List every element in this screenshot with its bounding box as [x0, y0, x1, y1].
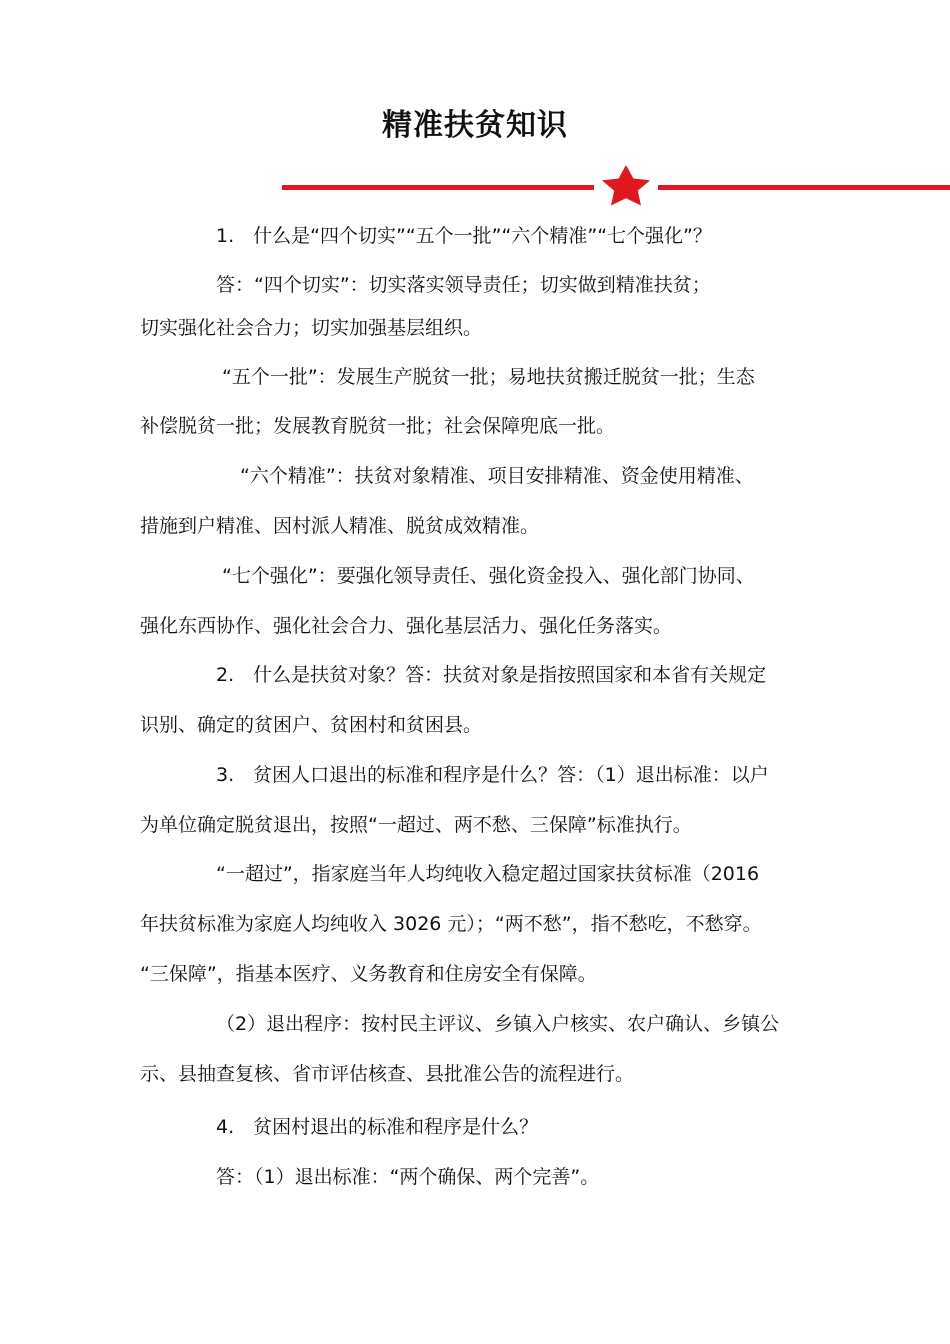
answer-1-line-7: “七个强化”：要强化领导责任、强化资金投入、强化部门协同、: [222, 565, 755, 587]
question-4: 4. 贫困村退出的标准和程序是什么？: [216, 1116, 539, 1138]
title-divider: [0, 166, 950, 210]
answer-3-line-6: 示、县抽查复核、省市评估核查、县批准公告的流程进行。: [140, 1063, 635, 1085]
answer-1-line-5: “六个精准”：扶贫对象精准、项目安排精准、资金使用精准、: [240, 465, 754, 487]
question-3: 3. 贫困人口退出的标准和程序是什么？答：（1）退出标准：以户: [216, 764, 769, 786]
answer-1-line-4: 补偿脱贫一批；发展教育脱贫一批；社会保障兜底一批。: [140, 415, 616, 437]
answer-1-line-3: “五个一批”：发展生产脱贫一批；易地扶贫搬迁脱贫一批；生态: [222, 366, 755, 388]
answer-3-line-4: “三保障”，指基本医疗、义务教育和住房安全有保障。: [140, 963, 597, 985]
answer-3-line-1: 为单位确定脱贫退出，按照“一超过、两不愁、三保障”标准执行。: [140, 814, 692, 836]
document-title: 精准扶贫知识: [382, 108, 568, 143]
star-icon: [602, 166, 650, 205]
divider-line-right: [658, 185, 950, 190]
answer-2-line-1: 识别、确定的贫困户、贫困村和贫困县。: [140, 714, 483, 736]
answer-3-line-3: 年扶贫标准为家庭人均纯收入 3026 元）；“两不愁”，指不愁吃，不愁穿。: [140, 913, 762, 935]
question-1: 1. 什么是“四个切实”“五个一批”“六个精准”“七个强化”？: [216, 225, 712, 247]
answer-1-line-6: 措施到户精准、因村派人精准、脱贫成效精准。: [140, 515, 540, 537]
answer-1-line-8: 强化东西协作、强化社会合力、强化基层活力、强化任务落实。: [140, 615, 673, 637]
answer-3-line-5: （2）退出程序：按村民主评议、乡镇入户核实、农户确认、乡镇公: [216, 1013, 780, 1035]
divider-line-left: [282, 185, 594, 190]
question-2: 2. 什么是扶贫对象？答：扶贫对象是指按照国家和本省有关规定: [216, 664, 767, 686]
answer-4-line-1: 答：（1）退出标准：“两个确保、两个完善”。: [216, 1166, 600, 1188]
answer-3-line-2: “一超过”，指家庭当年人均纯收入稳定超过国家扶贫标准（2016: [216, 863, 760, 885]
answer-1-line-2: 切实强化社会合力；切实加强基层组织。: [140, 317, 483, 339]
answer-1-line-1: 答：“四个切实”：切实落实领导责任；切实做到精准扶贫；: [216, 274, 711, 296]
